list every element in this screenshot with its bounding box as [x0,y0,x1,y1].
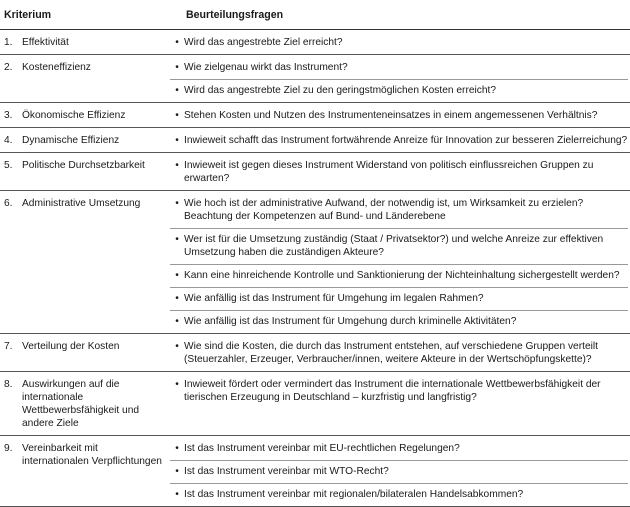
question-item [170,132,628,149]
question-text: Wie anfällig ist das Instrument für Umgehung im legalen Rahmen? [184,293,484,304]
table-row [0,334,630,372]
bullet-icon: • [175,270,179,281]
criterion-cell [0,128,170,153]
questions-cell [170,372,630,436]
question-text: Wie sind die Kosten, die durch das Instrument entstehen, auf verschiedene Gruppen verteilt (Steuerzahler, Erzeuger, Verbraucher/innen, weitere Akteure in der Wertschöpfungskette)? [184,341,598,365]
bullet-icon: • [175,443,179,454]
question-item [170,228,628,261]
table-row [0,436,630,507]
bullet-icon: • [175,234,179,245]
criterion-cell [0,334,170,372]
table-row [0,30,630,55]
criterion-cell [0,436,170,507]
question-text: Inwieweit schafft das Instrument fortwährende Anreize für Innovation zur besseren Zielerreichung? [184,135,628,146]
criterion-label: Auswirkungen auf die internationale Wettbewerbsfähigkeit und andere Ziele [22,379,140,429]
question-text: Inwieweit fördert oder vermindert das Instrument die internationale Wettbewerbsfähigkeit der tierischen Erzeugung in Deutschland – kurzfristig und langfristig? [184,379,601,403]
criterion-cell [0,372,170,436]
question-item [170,79,628,99]
criterion-label: Vereinbarkeit mit internationalen Verpflichtungen [22,443,162,467]
question-text: Ist das Instrument vereinbar mit EU-rechtlichen Regelungen? [184,443,460,454]
bullet-icon: • [175,110,179,121]
questions-cell [170,30,630,55]
bullet-icon: • [175,293,179,304]
question-item [170,287,628,307]
criterion-label: Verteilung der Kosten [22,341,120,352]
criterion-number: 4. [4,135,13,146]
bullet-icon: • [175,160,179,171]
criterion-number: 3. [4,110,13,121]
question-text: Ist das Instrument vereinbar mit WTO-Recht? [184,466,389,477]
questions-cell [170,436,630,507]
question-text: Wie zielgenau wirkt das Instrument? [184,62,348,73]
question-item [170,483,628,503]
bullet-icon: • [175,466,179,477]
header-row [0,0,630,30]
criterion-cell [0,153,170,191]
question-text: Wird das angestrebte Ziel erreicht? [184,37,343,48]
question-item [170,195,628,225]
question-item [170,59,628,76]
criterion-label: Ökonomische Effizienz [22,110,126,121]
question-item [170,107,628,124]
criterion-cell [0,191,170,334]
criterion-number: 7. [4,341,13,352]
bullet-icon: • [175,85,179,96]
table-row [0,191,630,334]
questions-cell [170,334,630,372]
question-item [170,440,628,457]
bullet-icon: • [175,341,179,352]
header-beurteilungsfragen: Beurteilungsfragen [170,0,630,30]
question-text: Wer ist für die Umsetzung zuständig (Staat / Privatsektor?) und welche Anreize zur effektiven Umsetzung haben die zuständigen Akteure? [184,234,604,258]
table-row [0,55,630,103]
questions-cell [170,55,630,103]
bullet-icon: • [175,135,179,146]
questions-cell [170,103,630,128]
question-text: Ist das Instrument vereinbar mit regionalen/bilateralen Handelsabkommen? [184,489,524,500]
question-item [170,264,628,284]
bullet-icon: • [175,198,179,209]
criterion-label: Administrative Umsetzung [22,198,141,209]
questions-cell [170,191,630,334]
bullet-icon: • [175,379,179,390]
criterion-cell [0,55,170,103]
table-row [0,153,630,191]
criterion-label: Politische Durchsetzbarkeit [22,160,145,171]
question-item [170,376,628,406]
criterion-number: 5. [4,160,13,171]
table-row [0,128,630,153]
question-item [170,34,628,51]
table-row [0,372,630,436]
criterion-label: Effektivität [22,37,69,48]
criterion-cell [0,30,170,55]
questions-cell [170,153,630,191]
criterion-number: 9. [4,443,13,454]
bullet-icon: • [175,62,179,73]
bullet-icon: • [175,316,179,327]
header-kriterium: Kriterium [0,0,170,30]
question-item [170,338,628,368]
question-item [170,157,628,187]
question-text: Stehen Kosten und Nutzen des Instrumenteneinsatzes in einem angemessenen Verhältnis? [184,110,598,121]
criterion-label: Kosteneffizienz [22,62,91,73]
criterion-number: 1. [4,37,13,48]
question-item [170,460,628,480]
question-text: Inwieweit ist gegen dieses Instrument Widerstand von politisch einflussreichen Gruppen zu erwarten? [184,160,594,184]
criterion-number: 2. [4,62,13,73]
questions-cell [170,128,630,153]
table-row [0,103,630,128]
question-text: Wie anfällig ist das Instrument für Umgehung durch kriminelle Aktivitäten? [184,316,517,327]
criterion-label: Dynamische Effizienz [22,135,120,146]
question-item [170,310,628,330]
question-text: Wird das angestrebte Ziel zu den geringstmöglichen Kosten erreicht? [184,85,497,96]
criterion-number: 8. [4,379,13,390]
question-text: Kann eine hinreichende Kontrolle und Sanktionierung der Nichteinhaltung sichergestellt werden? [184,270,620,281]
question-text: Wie hoch ist der administrative Aufwand, der notwendig ist, um Wirksamkeit zu erzielen? Beachtung der Kompetenzen auf Bund- und Länderebene [184,198,584,222]
bullet-icon: • [175,37,179,48]
criterion-number: 6. [4,198,13,209]
bullet-icon: • [175,489,179,500]
criterion-cell [0,103,170,128]
